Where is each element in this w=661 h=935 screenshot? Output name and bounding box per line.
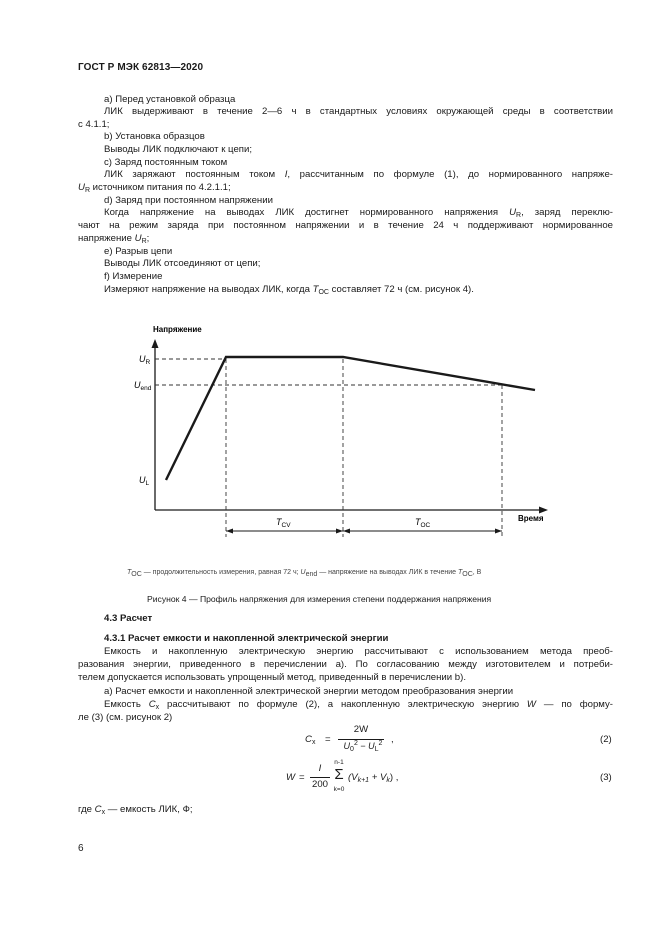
step-f-text: Измеряют напряжение на выводах ЛИК, когда $T_{OC}$ составляет 72 ч (см. рисунок 4).	[104, 284, 474, 296]
formula-2-tail: ,	[391, 734, 394, 745]
step-c-text-2: $U_R$ источником питания по 4.2.1.1;	[78, 182, 231, 194]
paragraph-1-line-2: разования энергии, приведенного в перечислении a). По согласованию между изготовителем и потреби-	[78, 659, 613, 670]
formula-3-number: (3)	[600, 772, 612, 783]
where-clause: где $C_x$ — емкость ЛИК, Ф;	[78, 804, 193, 816]
formula-2-equals: =	[325, 734, 331, 745]
formula-3-sum-sign: Σ	[334, 766, 344, 783]
step-f-title: f) Измерение	[104, 271, 163, 282]
x-axis-label: Время	[518, 514, 544, 523]
step-a-title: a) Перед установкой образца	[104, 94, 236, 105]
formula-3-sum-upper: n-1	[334, 759, 344, 766]
paragraph-3: Емкость $C_x$ рассчитывают по формуле (2), а накопленную электрическую энергию W — по форму-	[104, 699, 613, 711]
paragraph-1-line-3: телем допускается использовать упрощенный метод, приведенный в перечислении b).	[78, 672, 467, 683]
formula-2-fraction-bar	[338, 739, 384, 740]
step-b-text: Выводы ЛИК подключают к цепи;	[104, 144, 252, 155]
formula-2-numerator: 2W	[353, 724, 369, 735]
step-d-text-2: чают на режим заряда при постоянном напряжении и в течение 24 ч поддерживают нормированное	[78, 220, 613, 231]
paragraph-1-line-1: Емкость и накопленную электрическую энергию рассчитывают с использованием метода преоб-	[104, 646, 613, 657]
section-4-3-1-heading: 4.3.1 Расчет емкости и накопленной электрической энергии	[104, 633, 389, 644]
step-c-text: ЛИК заряжают постоянным током I, рассчитанным по формуле (1), до нормированного напряже-	[104, 169, 613, 180]
formula-3-body: $(V_{k+1} + V_k)$ ,	[348, 772, 399, 784]
step-b-title: b) Установка образцов	[104, 131, 205, 142]
label-uend: $U_{end}$	[134, 380, 152, 392]
section-4-3-heading: 4.3 Расчет	[104, 613, 153, 624]
formula-3-denominator: 200	[311, 779, 328, 790]
step-e-text: Выводы ЛИК отсоединяют от цепи;	[104, 258, 261, 269]
formula-3-numerator: I	[318, 763, 322, 774]
label-ul: $U_L$	[139, 475, 150, 487]
document-header: ГОСТ Р МЭК 62813—2020	[78, 62, 204, 73]
formula-3-sum-lower: k=0	[333, 786, 345, 793]
step-a-text: ЛИК выдерживают в течение 2—6 ч в стандартных условиях окружающей среды в соответствии	[104, 106, 613, 117]
formula-3-equals: =	[299, 772, 305, 783]
label-tcv: $T_{CV}$	[276, 517, 291, 529]
tcv-arrow-left	[226, 529, 233, 534]
label-toc: $T_{OC}$	[415, 517, 431, 529]
formula-2-number: (2)	[600, 734, 612, 745]
step-c-title: c) Заряд постоянным током	[104, 157, 228, 168]
toc-arrow-right	[495, 529, 502, 534]
toc-arrow-left	[343, 529, 350, 534]
formula-2-lhs: $C_x$	[305, 734, 316, 746]
figure-legend: $T_{OC}$ — продолжительность измерения, равная 72 ч; $U_{end}$ — напряжение на выводах ЛИК в течение $T_{OC}$, В	[127, 569, 482, 578]
paragraph-2: a) Расчет емкости и накопленной электрической энергии методом преобразования энергии	[104, 686, 514, 697]
step-d-title: d) Заряд при постоянном напряжении	[104, 195, 273, 206]
formula-3-lhs: W	[286, 772, 296, 783]
page-number: 6	[78, 843, 84, 854]
voltage-curve	[166, 357, 535, 480]
voltage-profile-figure	[110, 315, 560, 550]
paragraph-3-line-2: ле (3) (см. рисунок 2)	[78, 712, 173, 723]
step-d-text-3: напряжение $U_R$;	[78, 233, 150, 245]
figure-caption: Рисунок 4 — Профиль напряжения для измерения степени поддержания напряжения	[147, 594, 492, 604]
tcv-arrow-right	[336, 529, 343, 534]
step-d-text: Когда напряжение на выводах ЛИК достигнет нормированного напряжения $U_R$, заряд переклю-	[104, 207, 613, 219]
x-axis-arrow	[539, 507, 548, 514]
formula-2-denominator: $U_0^2 - U_L^2$	[343, 740, 383, 753]
y-axis-label: Напряжение	[153, 325, 202, 334]
step-e-title: e) Разрыв цепи	[104, 246, 173, 257]
label-ur: $U_R$	[139, 354, 151, 366]
step-a-text-end: с 4.1.1;	[78, 119, 110, 130]
formula-3-fraction-bar	[310, 777, 330, 778]
y-axis-arrow	[152, 339, 159, 348]
